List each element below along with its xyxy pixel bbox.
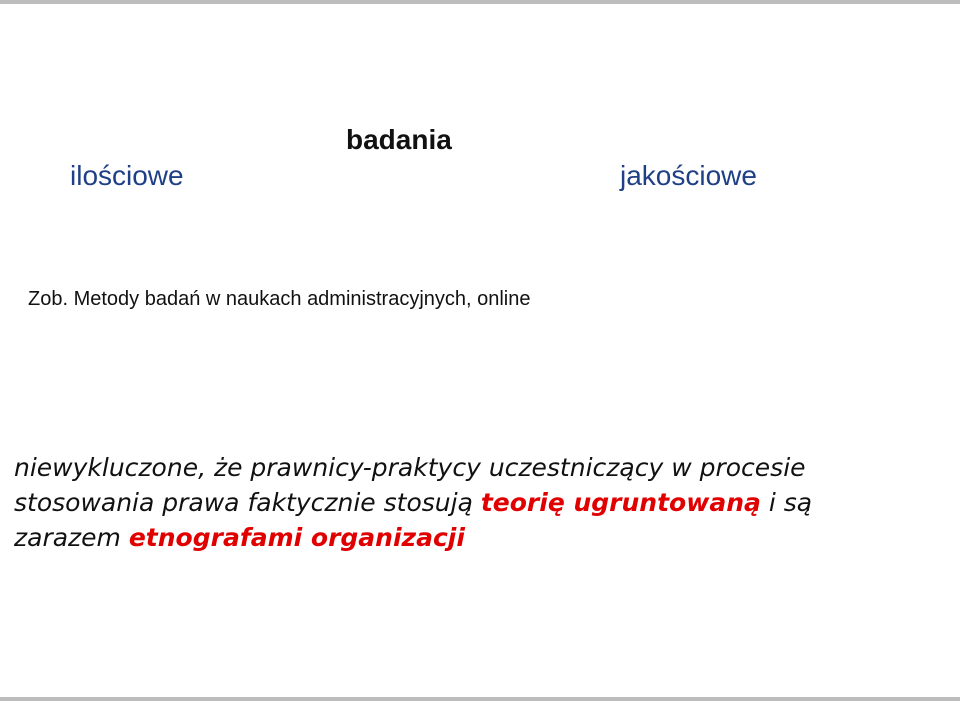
heading-ilosciowe: ilościowe — [70, 160, 184, 191]
bottom-rule — [0, 697, 960, 701]
top-rule — [0, 0, 960, 4]
heading-badania: badania — [346, 124, 452, 155]
body-paragraph — [14, 450, 944, 555]
paragraph-line-2 — [14, 485, 944, 520]
paragraph-text: stosowania prawa faktycznie stosują — [14, 488, 481, 517]
highlight-teoria-ugruntowana: teorię ugruntowaną — [480, 488, 761, 517]
paragraph-line-1: niewykluczone, że prawnicy-praktycy uczestniczący w procesie — [14, 453, 806, 482]
paragraph-text: i są — [760, 488, 813, 517]
paragraph-text: zarazem — [14, 523, 129, 552]
paragraph-line-3 — [14, 520, 944, 555]
reference-note: Zob. Metody badań w naukach administracyjnych, online — [28, 288, 531, 310]
heading-jakosciowe: jakościowe — [620, 160, 757, 191]
highlight-etnografami-organizacji: etnografami organizacji — [128, 523, 465, 552]
